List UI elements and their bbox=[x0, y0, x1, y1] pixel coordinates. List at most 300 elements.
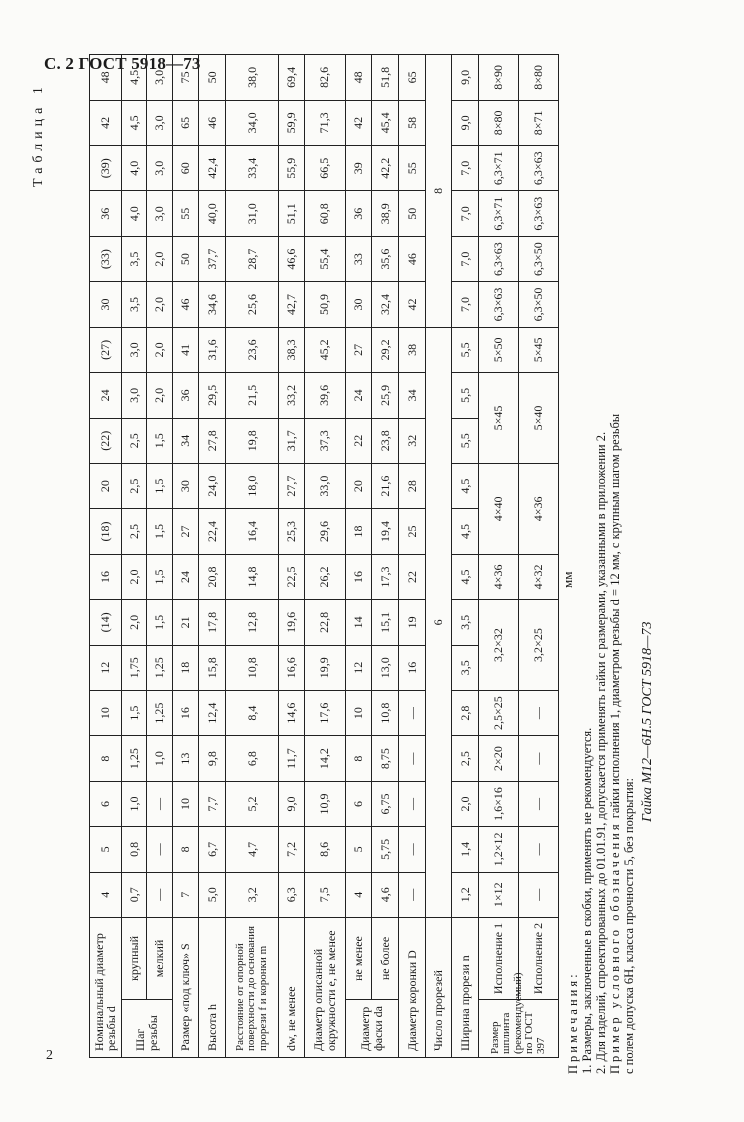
cell-D: — bbox=[399, 690, 426, 735]
cell-e: 37,3 bbox=[304, 418, 345, 463]
cell-e: 8,6 bbox=[304, 827, 345, 872]
pin-cell: 5×45 bbox=[518, 327, 558, 372]
cell-da_max: 25,9 bbox=[372, 373, 399, 418]
pin-cell: — bbox=[518, 736, 558, 781]
cell-coarse: 0,7 bbox=[121, 872, 146, 917]
cell-da_min: 14 bbox=[345, 600, 372, 645]
cell-d: 5 bbox=[90, 827, 122, 872]
cell-e: 14,2 bbox=[304, 736, 345, 781]
label-height: Высота h bbox=[199, 917, 226, 1057]
label-coarse: крупный bbox=[121, 917, 146, 999]
cell-da_min: 16 bbox=[345, 554, 372, 599]
cell-m: 6,8 bbox=[225, 736, 278, 781]
cell-h: 15,8 bbox=[199, 645, 226, 690]
pin-cell: 6,3×63 bbox=[478, 282, 518, 327]
cell-d: 12 bbox=[90, 645, 122, 690]
table-row bbox=[172, 55, 199, 1058]
cell-d: (39) bbox=[90, 146, 122, 191]
cell-h: 42,4 bbox=[199, 146, 226, 191]
cell-dw: 9,0 bbox=[279, 781, 304, 826]
pin-cell: — bbox=[518, 781, 558, 826]
cell-fine: — bbox=[147, 827, 172, 872]
cell-n: 7,0 bbox=[452, 191, 479, 236]
cell-S: 50 bbox=[172, 236, 199, 281]
cell-h: 7,7 bbox=[199, 781, 226, 826]
label-var1: Исполнение 1 bbox=[478, 917, 518, 999]
cell-S: 24 bbox=[172, 554, 199, 599]
cell-n: 4,5 bbox=[452, 463, 479, 508]
cell-coarse: 1,25 bbox=[121, 736, 146, 781]
cell-n: 7,0 bbox=[452, 282, 479, 327]
cell-S: 55 bbox=[172, 191, 199, 236]
cell-fine: 1,5 bbox=[147, 463, 172, 508]
page-number: 2 bbox=[46, 1048, 53, 1063]
pin-cell: 4×40 bbox=[478, 463, 518, 554]
cell-S: 30 bbox=[172, 463, 199, 508]
cell-S: 16 bbox=[172, 690, 199, 735]
example-lead: Пример условного обозначения bbox=[608, 821, 622, 1074]
cell-n: 5,5 bbox=[452, 327, 479, 372]
cell-D: 16 bbox=[399, 645, 426, 690]
cell-m: 25,6 bbox=[225, 282, 278, 327]
cell-n: 9,0 bbox=[452, 100, 479, 145]
cell-da_max: 21,6 bbox=[372, 463, 399, 508]
cell-da_min: 6 bbox=[345, 781, 372, 826]
cell-S: 36 bbox=[172, 373, 199, 418]
cell-coarse: 1,75 bbox=[121, 645, 146, 690]
table-caption: Таблица 1 bbox=[31, 82, 46, 187]
cell-dw: 46,6 bbox=[279, 236, 304, 281]
cell-e: 60,8 bbox=[304, 191, 345, 236]
cell-S: 13 bbox=[172, 736, 199, 781]
label-chamfer: Диаметр фаски da bbox=[345, 1000, 398, 1058]
cell-e: 66,5 bbox=[304, 146, 345, 191]
example-text: гайки исполнения 1, диаметром резьбы d = 12 мм, с крупным шагом резьбы bbox=[608, 413, 622, 822]
label-min: не менее bbox=[345, 917, 372, 999]
cell-fine: 3,0 bbox=[147, 100, 172, 145]
pin-cell: — bbox=[518, 827, 558, 872]
table-row bbox=[478, 55, 518, 1058]
cell-da_min: 22 bbox=[345, 418, 372, 463]
cell-h: 50 bbox=[199, 55, 226, 101]
cell-S: 8 bbox=[172, 827, 199, 872]
cell-m: 16,4 bbox=[225, 509, 278, 554]
cell-h: 12,4 bbox=[199, 690, 226, 735]
cell-dw: 7,2 bbox=[279, 827, 304, 872]
cell-da_max: 15,1 bbox=[372, 600, 399, 645]
cell-da_min: 10 bbox=[345, 690, 372, 735]
cell-n: 5,5 bbox=[452, 373, 479, 418]
pin-cell: 6,3×71 bbox=[478, 146, 518, 191]
cell-dw: 11,7 bbox=[279, 736, 304, 781]
cell-fine: 2,0 bbox=[147, 282, 172, 327]
cell-dw: 25,3 bbox=[279, 509, 304, 554]
cell-da_min: 48 bbox=[345, 55, 372, 101]
label-dw: dw, не менее bbox=[279, 917, 304, 1057]
table-row bbox=[452, 55, 479, 1058]
table-row bbox=[225, 55, 278, 1058]
pin-cell: 5×40 bbox=[518, 373, 558, 464]
pin-cell: — bbox=[518, 872, 558, 917]
table-row bbox=[304, 55, 345, 1058]
cell-coarse: 2,5 bbox=[121, 418, 146, 463]
cell-h: 9,8 bbox=[199, 736, 226, 781]
cell-D: 42 bbox=[399, 282, 426, 327]
cell-h: 24,0 bbox=[199, 463, 226, 508]
cell-d: 36 bbox=[90, 191, 122, 236]
cell-da_min: 30 bbox=[345, 282, 372, 327]
cell-d: 24 bbox=[90, 373, 122, 418]
cell-m: 21,5 bbox=[225, 373, 278, 418]
cell-m: 34,0 bbox=[225, 100, 278, 145]
cell-da_min: 27 bbox=[345, 327, 372, 372]
cell-D: — bbox=[399, 781, 426, 826]
pin-cell: 6,3×50 bbox=[518, 236, 558, 281]
cell-m: 18,0 bbox=[225, 463, 278, 508]
cell-h: 5,0 bbox=[199, 872, 226, 917]
table-row bbox=[199, 55, 226, 1058]
cell-fine: 1,5 bbox=[147, 509, 172, 554]
cell-D: — bbox=[399, 736, 426, 781]
cell-S: 75 bbox=[172, 55, 199, 101]
cell-fine: 3,0 bbox=[147, 191, 172, 236]
cell-S: 7 bbox=[172, 872, 199, 917]
label-var2: Исполнение 2 bbox=[518, 917, 558, 999]
cell-e: 26,2 bbox=[304, 554, 345, 599]
cell-fine: 1,25 bbox=[147, 645, 172, 690]
cell-e: 45,2 bbox=[304, 327, 345, 372]
cell-n: 9,0 bbox=[452, 55, 479, 101]
cell-m: 5,2 bbox=[225, 781, 278, 826]
cell-dw: 33,2 bbox=[279, 373, 304, 418]
cell-da_min: 39 bbox=[345, 146, 372, 191]
pin-cell: 8×80 bbox=[518, 55, 558, 101]
cell-D: 28 bbox=[399, 463, 426, 508]
notes-title: Примечания: bbox=[566, 971, 580, 1074]
cell-coarse: 2,5 bbox=[121, 509, 146, 554]
cell-e: 39,6 bbox=[304, 373, 345, 418]
cell-S: 18 bbox=[172, 645, 199, 690]
cell-n: 7,0 bbox=[452, 146, 479, 191]
cell-fine: 2,0 bbox=[147, 236, 172, 281]
cell-da_max: 32,4 bbox=[372, 282, 399, 327]
cell-S: 41 bbox=[172, 327, 199, 372]
cell-m: 33,4 bbox=[225, 146, 278, 191]
table-row bbox=[425, 55, 452, 1058]
note-2: 2. Для изделий, спроектированных до 01.01.91, допускается применять гайки с размерами, указанными в приложении 2. bbox=[594, 431, 608, 1074]
cell-h: 22,4 bbox=[199, 509, 226, 554]
cell-n: 4,5 bbox=[452, 554, 479, 599]
cell-D: 65 bbox=[399, 55, 426, 101]
cell-da_max: 17,3 bbox=[372, 554, 399, 599]
notes-block bbox=[566, 34, 636, 1074]
cell-h: 37,7 bbox=[199, 236, 226, 281]
cell-d: (33) bbox=[90, 236, 122, 281]
cell-dw: 16,6 bbox=[279, 645, 304, 690]
cell-coarse: 3,5 bbox=[121, 236, 146, 281]
pin-cell: 6,3×63 bbox=[518, 191, 558, 236]
cell-S: 10 bbox=[172, 781, 199, 826]
cell-coarse: 4,0 bbox=[121, 146, 146, 191]
cell-coarse: 2,0 bbox=[121, 554, 146, 599]
cell-da_min: 12 bbox=[345, 645, 372, 690]
cell-d: (22) bbox=[90, 418, 122, 463]
cell-da_min: 5 bbox=[345, 827, 372, 872]
cell-e: 29,6 bbox=[304, 509, 345, 554]
table-row bbox=[147, 55, 172, 1058]
cell-dw: 59,9 bbox=[279, 100, 304, 145]
cell-fine: 1,5 bbox=[147, 418, 172, 463]
pin-cell: 8×80 bbox=[478, 100, 518, 145]
table-row bbox=[121, 55, 146, 1058]
cell-h: 27,8 bbox=[199, 418, 226, 463]
cell-e: 55,4 bbox=[304, 236, 345, 281]
table-row bbox=[372, 55, 399, 1058]
label-slot-width: Ширина прорези n bbox=[452, 917, 479, 1057]
table-row bbox=[399, 55, 426, 1058]
cell-e: 7,5 bbox=[304, 872, 345, 917]
cell-n: 4,5 bbox=[452, 509, 479, 554]
label-pin: Размер шплинта (рекомендуемый) по ГОСТ 397 bbox=[478, 1000, 558, 1058]
cell-da_min: 18 bbox=[345, 509, 372, 554]
cell-dw: 38,3 bbox=[279, 327, 304, 372]
cell-h: 46 bbox=[199, 100, 226, 145]
cell-fine: 1,0 bbox=[147, 736, 172, 781]
unit-label: мм bbox=[560, 571, 575, 588]
cell-dw: 6,3 bbox=[279, 872, 304, 917]
cell-h: 31,6 bbox=[199, 327, 226, 372]
cell-m: 14,8 bbox=[225, 554, 278, 599]
example-text-2: с полем допуска 6H, класса прочности 5, без покрытия: bbox=[622, 778, 636, 1074]
cell-h: 34,6 bbox=[199, 282, 226, 327]
cell-da_min: 24 bbox=[345, 373, 372, 418]
cell-D: 58 bbox=[399, 100, 426, 145]
cell-fine: — bbox=[147, 781, 172, 826]
cell-coarse: 1,0 bbox=[121, 781, 146, 826]
cell-d: 48 bbox=[90, 55, 122, 101]
cell-da_max: 4,6 bbox=[372, 872, 399, 917]
pin-cell: 3,2×32 bbox=[478, 600, 518, 691]
cell-d: 4 bbox=[90, 872, 122, 917]
cell-coarse: 3,0 bbox=[121, 327, 146, 372]
cell-D: — bbox=[399, 827, 426, 872]
cell-S: 65 bbox=[172, 100, 199, 145]
label-wrench: Размер «под ключ» S bbox=[172, 917, 199, 1057]
cell-m: 38,0 bbox=[225, 55, 278, 101]
slots-eight: 8 bbox=[425, 55, 452, 328]
cell-n: 1,2 bbox=[452, 872, 479, 917]
pin-cell: 6,3×63 bbox=[478, 236, 518, 281]
cell-d: 8 bbox=[90, 736, 122, 781]
label-circle: Диаметр описанной окружности e, не менее bbox=[304, 917, 345, 1057]
label-crown: Диаметр коронки D bbox=[399, 917, 426, 1057]
cell-da_max: 51,8 bbox=[372, 55, 399, 101]
cell-da_max: 5,75 bbox=[372, 827, 399, 872]
pin-cell: 2×20 bbox=[478, 736, 518, 781]
cell-da_max: 6,75 bbox=[372, 781, 399, 826]
cell-m: 28,7 bbox=[225, 236, 278, 281]
cell-e: 82,6 bbox=[304, 55, 345, 101]
table-row bbox=[518, 55, 558, 1058]
cell-S: 60 bbox=[172, 146, 199, 191]
page-header: С. 2 ГОСТ 5918—73 bbox=[44, 54, 201, 73]
pin-cell: 8×90 bbox=[478, 55, 518, 101]
cell-fine: 1,5 bbox=[147, 554, 172, 599]
cell-D: 50 bbox=[399, 191, 426, 236]
cell-coarse: 2,0 bbox=[121, 600, 146, 645]
cell-d: 10 bbox=[90, 690, 122, 735]
cell-dw: 22,5 bbox=[279, 554, 304, 599]
cell-d: 42 bbox=[90, 100, 122, 145]
cell-dw: 14,6 bbox=[279, 690, 304, 735]
cell-da_min: 20 bbox=[345, 463, 372, 508]
cell-d: 30 bbox=[90, 282, 122, 327]
cell-dw: 55,9 bbox=[279, 146, 304, 191]
cell-n: 2,5 bbox=[452, 736, 479, 781]
pin-cell: 1×12 bbox=[478, 872, 518, 917]
example-line bbox=[608, 34, 622, 1074]
cell-dw: 19,6 bbox=[279, 600, 304, 645]
cell-da_min: 33 bbox=[345, 236, 372, 281]
cell-fine: 3,0 bbox=[147, 55, 172, 101]
label-fine: мелкий bbox=[147, 917, 172, 999]
cell-coarse: 4,0 bbox=[121, 191, 146, 236]
cell-S: 46 bbox=[172, 282, 199, 327]
label-distance: Расстояние от опорной поверхности до основания прорези f и коронки m bbox=[225, 917, 278, 1057]
cell-da_min: 4 bbox=[345, 872, 372, 917]
cell-fine: 3,0 bbox=[147, 146, 172, 191]
pin-cell: 2,5×25 bbox=[478, 690, 518, 735]
pin-cell: 3,2×25 bbox=[518, 600, 558, 691]
pin-cell: 1,6×16 bbox=[478, 781, 518, 826]
cell-n: 3,5 bbox=[452, 600, 479, 645]
cell-D: 34 bbox=[399, 373, 426, 418]
cell-n: 2,8 bbox=[452, 690, 479, 735]
designation-example: Гайка М12—6H.5 ГОСТ 5918—73 bbox=[640, 621, 655, 822]
cell-D: 38 bbox=[399, 327, 426, 372]
cell-coarse: 0,8 bbox=[121, 827, 146, 872]
cell-m: 10,8 bbox=[225, 645, 278, 690]
cell-da_min: 36 bbox=[345, 191, 372, 236]
cell-coarse: 1,5 bbox=[121, 690, 146, 735]
cell-d: 16 bbox=[90, 554, 122, 599]
cell-e: 22,8 bbox=[304, 600, 345, 645]
cell-d: (14) bbox=[90, 600, 122, 645]
cell-D: 46 bbox=[399, 236, 426, 281]
pin-cell: 6,3×50 bbox=[518, 282, 558, 327]
cell-da_max: 10,8 bbox=[372, 690, 399, 735]
label-slots: Число прорезей bbox=[425, 917, 452, 1057]
cell-n: 1,4 bbox=[452, 827, 479, 872]
cell-m: 12,8 bbox=[225, 600, 278, 645]
label-pitch: Шаг резьбы bbox=[121, 1000, 172, 1058]
cell-da_max: 29,2 bbox=[372, 327, 399, 372]
cell-D: 22 bbox=[399, 554, 426, 599]
cell-da_max: 45,4 bbox=[372, 100, 399, 145]
pin-cell: 5×45 bbox=[478, 373, 518, 464]
label-nominal: Номинальный диаметр резьбы d bbox=[90, 917, 122, 1057]
cell-m: 19,8 bbox=[225, 418, 278, 463]
cell-da_max: 42,2 bbox=[372, 146, 399, 191]
cell-da_max: 23,8 bbox=[372, 418, 399, 463]
cell-h: 17,8 bbox=[199, 600, 226, 645]
cell-n: 5,5 bbox=[452, 418, 479, 463]
cell-h: 20,8 bbox=[199, 554, 226, 599]
table-row bbox=[279, 55, 304, 1058]
cell-coarse: 4,5 bbox=[121, 100, 146, 145]
slots-six: 6 bbox=[425, 327, 452, 917]
pin-cell: 6,3×71 bbox=[478, 191, 518, 236]
cell-dw: 51,1 bbox=[279, 191, 304, 236]
cell-h: 29,5 bbox=[199, 373, 226, 418]
cell-dw: 27,7 bbox=[279, 463, 304, 508]
cell-fine: — bbox=[147, 872, 172, 917]
cell-D: 55 bbox=[399, 146, 426, 191]
table-row bbox=[345, 55, 372, 1058]
dimensions-table bbox=[89, 54, 559, 1058]
cell-fine: 2,0 bbox=[147, 327, 172, 372]
note-1: 1. Размеры, заключенные в скобки, применять не рекомендуется. bbox=[580, 727, 594, 1074]
cell-m: 4,7 bbox=[225, 827, 278, 872]
cell-fine: 1,25 bbox=[147, 690, 172, 735]
cell-D: 19 bbox=[399, 600, 426, 645]
cell-dw: 69,4 bbox=[279, 55, 304, 101]
cell-fine: 1,5 bbox=[147, 600, 172, 645]
cell-da_max: 13,0 bbox=[372, 645, 399, 690]
cell-d: (27) bbox=[90, 327, 122, 372]
cell-m: 23,6 bbox=[225, 327, 278, 372]
cell-fine: 2,0 bbox=[147, 373, 172, 418]
cell-coarse: 3,5 bbox=[121, 282, 146, 327]
cell-n: 7,0 bbox=[452, 236, 479, 281]
table-row bbox=[90, 55, 122, 1058]
cell-D: — bbox=[399, 872, 426, 917]
cell-e: 10,9 bbox=[304, 781, 345, 826]
pin-cell: 4×36 bbox=[478, 554, 518, 599]
cell-da_max: 19,4 bbox=[372, 509, 399, 554]
pin-cell: — bbox=[518, 690, 558, 735]
pin-cell: 1,2×12 bbox=[478, 827, 518, 872]
cell-da_min: 8 bbox=[345, 736, 372, 781]
cell-da_max: 8,75 bbox=[372, 736, 399, 781]
cell-coarse: 2,5 bbox=[121, 463, 146, 508]
cell-h: 40,0 bbox=[199, 191, 226, 236]
pin-cell: 6,3×63 bbox=[518, 146, 558, 191]
cell-dw: 42,7 bbox=[279, 282, 304, 327]
cell-S: 34 bbox=[172, 418, 199, 463]
cell-dw: 31,7 bbox=[279, 418, 304, 463]
cell-m: 31,0 bbox=[225, 191, 278, 236]
cell-m: 3,2 bbox=[225, 872, 278, 917]
cell-e: 71,3 bbox=[304, 100, 345, 145]
pin-cell: 4×36 bbox=[518, 463, 558, 554]
cell-S: 21 bbox=[172, 600, 199, 645]
cell-d: (18) bbox=[90, 509, 122, 554]
pin-cell: 5×50 bbox=[478, 327, 518, 372]
cell-D: 32 bbox=[399, 418, 426, 463]
cell-e: 19,9 bbox=[304, 645, 345, 690]
cell-n: 2,0 bbox=[452, 781, 479, 826]
pin-cell: 4×32 bbox=[518, 554, 558, 599]
cell-da_max: 38,9 bbox=[372, 191, 399, 236]
cell-e: 17,6 bbox=[304, 690, 345, 735]
cell-da_max: 35,6 bbox=[372, 236, 399, 281]
cell-da_min: 42 bbox=[345, 100, 372, 145]
pin-cell: 8×71 bbox=[518, 100, 558, 145]
cell-coarse: 3,0 bbox=[121, 373, 146, 418]
cell-e: 33,0 bbox=[304, 463, 345, 508]
cell-S: 27 bbox=[172, 509, 199, 554]
